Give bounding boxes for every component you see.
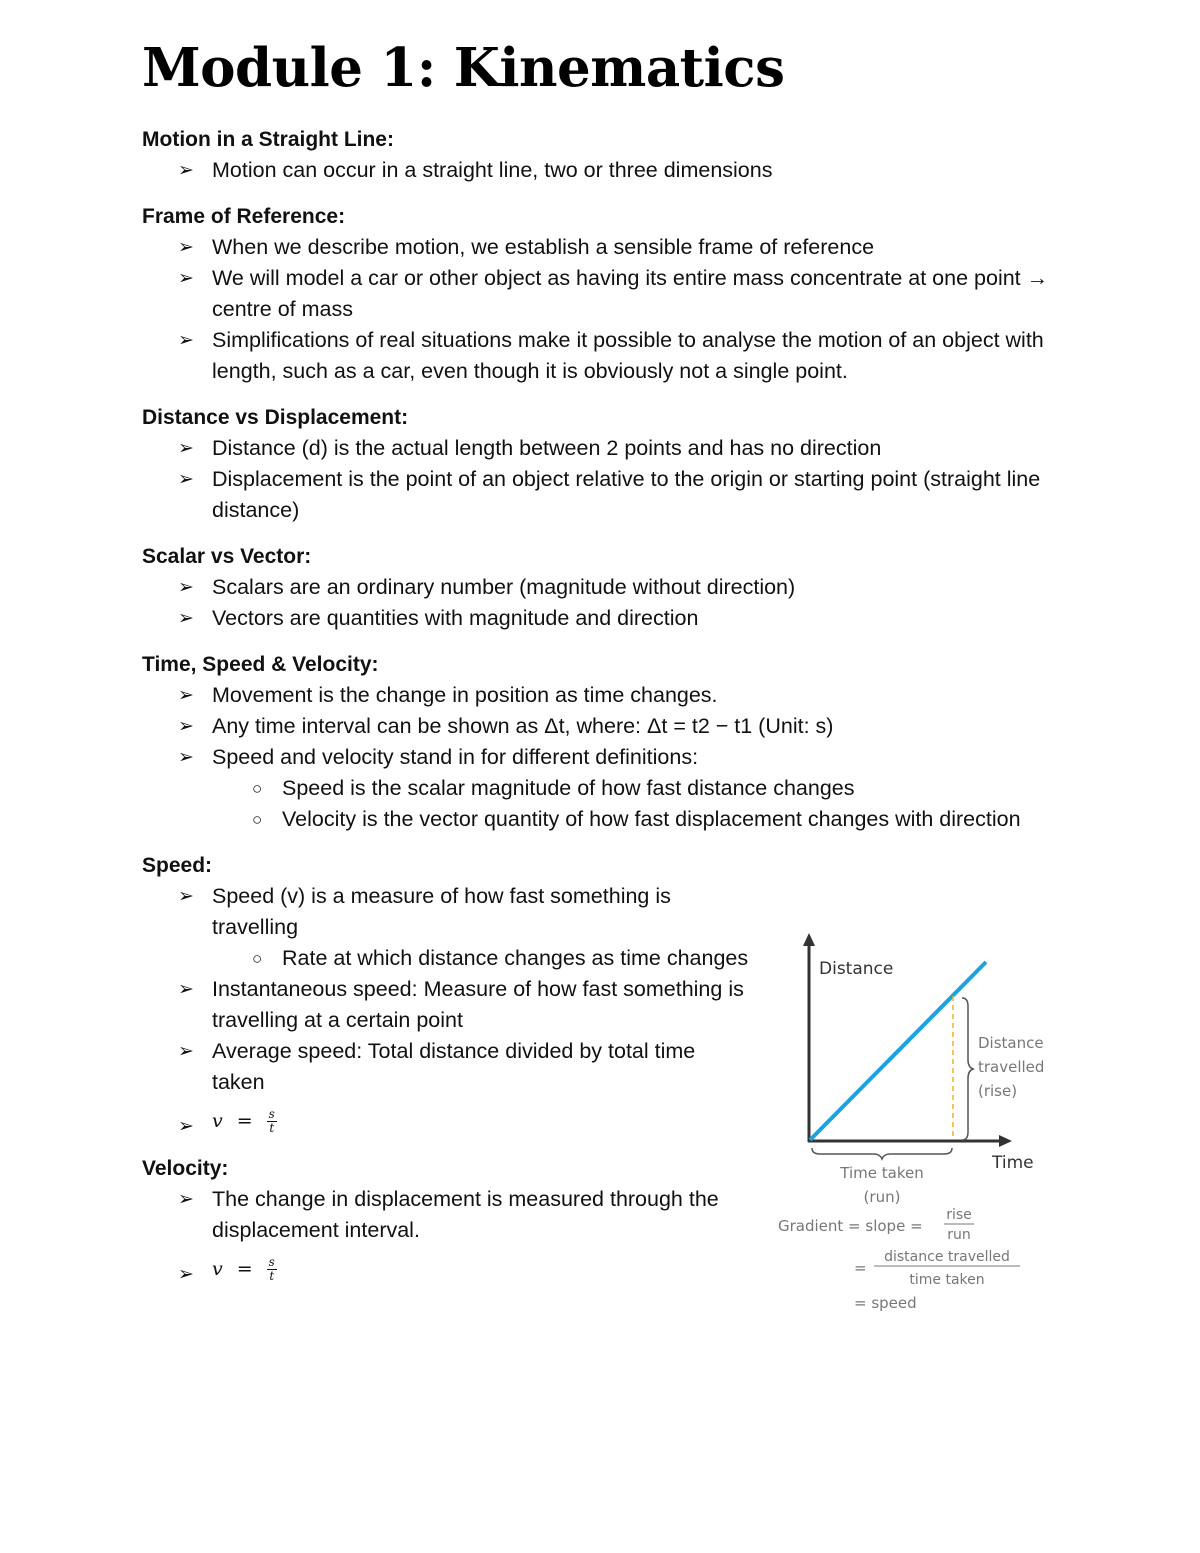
sub-list-item: ○ Rate at which distance changes as time changes — [248, 943, 752, 974]
list-item: ➢ Scalars are an ordinary number (magnitude without direction) — [178, 572, 1062, 603]
arrow-bullet-icon: ➢ — [178, 437, 194, 459]
gradient-label: Gradient = slope = — [778, 1217, 923, 1235]
distance-line — [810, 962, 986, 1140]
section-scalar — [142, 541, 1062, 634]
section-frame — [142, 201, 1062, 387]
rise-label-line2: travelled — [978, 1058, 1045, 1076]
circle-bullet-icon: ○ — [252, 779, 263, 798]
list-item: ➢ Displacement is the point of an object relative to the origin or starting point (straight line distance) — [178, 464, 1062, 526]
arrow-bullet-icon: ➢ — [178, 978, 194, 1000]
circle-bullet-icon: ○ — [252, 810, 263, 829]
formula-fraction: $\frac{s}{t}$ — [268, 1254, 275, 1283]
list-item: ➢ Distance (d) is the actual length between 2 points and has no direction — [178, 433, 1062, 464]
rise-label-line1: Distance — [978, 1034, 1044, 1052]
sub-list-item: ○ Speed is the scalar magnitude of how fast distance changes — [248, 773, 1062, 804]
formula-lhs: v — [212, 1258, 223, 1280]
gradient-numerator: rise — [946, 1207, 972, 1223]
list-item: ➢ Average speed: Total distance divided by total time taken — [178, 1036, 752, 1098]
list-item: ➢ Motion can occur in a straight line, two or three dimensions — [178, 155, 1062, 186]
arrow-bullet-icon: ➢ — [178, 607, 194, 629]
list-item: ➢ Instantaneous speed: Measure of how fast something is travelling at a certain point — [178, 974, 752, 1036]
list-item: ➢ When we describe motion, we establish a sensible frame of reference — [178, 232, 1062, 263]
arrow-bullet-icon: ➢ — [178, 1115, 194, 1137]
eq3-speed: = speed — [854, 1294, 917, 1312]
y-axis-label: Distance — [819, 959, 894, 979]
list-item: ➢ The change in displacement is measured through the displacement interval. — [178, 1184, 752, 1246]
section-time — [142, 649, 1062, 835]
list-item: ➢ Movement is the change in position as time changes. — [178, 680, 1062, 711]
section-heading: Distance vs Displacement: — [142, 406, 409, 429]
run-label-line1: Time taken — [840, 1164, 924, 1182]
rise-brace — [962, 998, 973, 1140]
arrow-bullet-icon: ➢ — [178, 468, 194, 490]
arrow-bullet-icon: ➢ — [178, 329, 194, 351]
section-distance — [142, 402, 1062, 526]
page-title: Module 1: Kinematics — [142, 37, 785, 99]
section-speed — [142, 850, 752, 1143]
list-item: ➢ Speed and velocity stand in for different definitions: ○ Speed is the scalar magnitude of how fast distance changes ○ Velocity is the vector quantity of how fast displacement changes with direction — [178, 742, 1062, 835]
formula-lhs: v — [212, 1110, 223, 1132]
formula-fraction: $\frac{s}{t}$ — [268, 1106, 275, 1135]
arrow-bullet-icon: ➢ — [178, 267, 194, 289]
section-heading: Frame of Reference: — [142, 205, 346, 228]
circle-bullet-icon: ○ — [252, 949, 263, 968]
x-axis-arrow-icon — [999, 1135, 1012, 1147]
x-axis-label: Time — [992, 1153, 1034, 1173]
formula-equals: = — [236, 1258, 253, 1280]
arrow-bullet-icon: ➢ — [178, 715, 194, 737]
gradient-denominator: run — [947, 1227, 971, 1243]
list-item: ➢ Simplifications of real situations make it possible to analyse the motion of an object with length, such as a car, even though it is obviously not a single point. — [178, 325, 1062, 387]
section-motion — [142, 124, 1062, 186]
arrow-bullet-icon: ➢ — [178, 1263, 194, 1285]
section-heading: Speed: — [142, 854, 213, 877]
formula-item — [178, 1246, 752, 1291]
formula-item — [178, 1098, 752, 1143]
run-label-line2: (run) — [863, 1188, 901, 1206]
section-heading: Velocity: — [142, 1157, 229, 1180]
section-heading: Time, Speed & Velocity: — [142, 653, 379, 676]
rise-label-line3: (rise) — [978, 1082, 1018, 1100]
eq2-denominator: time taken — [909, 1272, 985, 1288]
arrow-bullet-icon: ➢ — [178, 684, 194, 706]
section-velocity — [142, 1153, 752, 1291]
arrow-bullet-icon: ➢ — [178, 746, 194, 768]
arrow-bullet-icon: ➢ — [178, 576, 194, 598]
eq2-numerator: distance travelled — [884, 1249, 1010, 1265]
y-axis-arrow-icon — [803, 933, 815, 946]
formula-equals: = — [236, 1110, 253, 1132]
arrow-bullet-icon: ➢ — [178, 1188, 194, 1210]
distance-time-graph — [770, 928, 1070, 1328]
eq2-equals: = — [854, 1259, 867, 1277]
arrow-bullet-icon: ➢ — [178, 1040, 194, 1062]
arrow-bullet-icon: ➢ — [178, 885, 194, 907]
arrow-bullet-icon: ➢ — [178, 159, 194, 181]
section-heading: Motion in a Straight Line: — [142, 128, 394, 151]
sub-list-item: ○ Velocity is the vector quantity of how fast displacement changes with direction — [248, 804, 1062, 835]
list-item: ➢ Vectors are quantities with magnitude and direction — [178, 603, 1062, 634]
list-item: ➢ We will model a car or other object as having its entire mass concentrate at one point → centre of mass — [178, 263, 1062, 325]
arrow-bullet-icon: ➢ — [178, 236, 194, 258]
section-heading: Scalar vs Vector: — [142, 545, 312, 568]
list-item: ➢ Speed (v) is a measure of how fast something is travelling ○ Rate at which distance changes as time changes — [178, 881, 752, 974]
list-item: ➢ Any time interval can be shown as Δt, where: Δt = t2 − t1 (Unit: s) — [178, 711, 1062, 742]
run-brace — [812, 1148, 952, 1159]
